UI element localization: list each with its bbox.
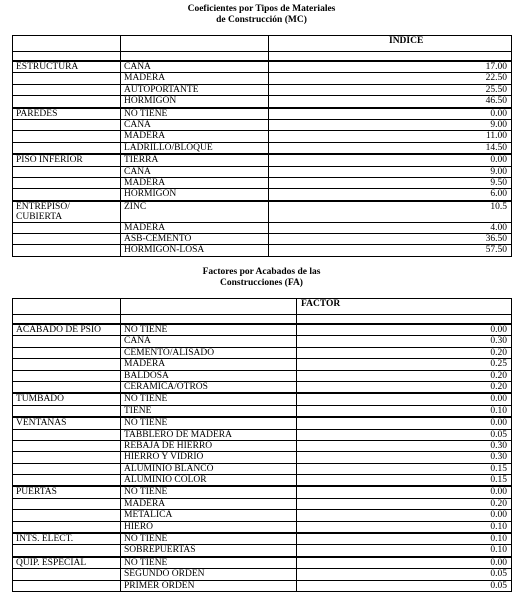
fa-table-row	[13, 498, 512, 509]
fa-item-label: TABBLERO DE MADERA	[121, 429, 297, 440]
fa-table-row	[13, 324, 512, 336]
mc-table-row	[13, 131, 512, 142]
fa-table-row	[13, 569, 512, 580]
fa-item-value: 0.10	[297, 521, 512, 533]
mc-table-row	[13, 61, 512, 73]
mc-item-value: 17.00	[269, 61, 512, 73]
mc-item-label: NO TIENE	[121, 108, 269, 120]
mc-item-value: 6.00	[269, 189, 512, 201]
mc-item-value: 0.00	[269, 154, 512, 166]
fa-item-value: 0.05	[297, 429, 512, 440]
fa-item-label: BALDOSA	[121, 370, 297, 381]
fa-table-row	[13, 393, 512, 405]
fa-item-value: 0.20	[297, 370, 512, 381]
mc-table-row	[13, 166, 512, 177]
mc-item-value: 9.00	[269, 166, 512, 177]
mc-item-value: 0.00	[269, 108, 512, 120]
fa-table-row	[13, 557, 512, 569]
fa-item-value: 0.05	[297, 569, 512, 580]
fa-item-value: 0.00	[297, 393, 512, 405]
mc-group-name: ESTRUCTURA	[13, 61, 121, 73]
fa-item-label: REBAJA DE HIERRO	[121, 440, 297, 451]
fa-table-row	[13, 533, 512, 545]
mc-item-label: HORMIGÓN	[121, 189, 269, 201]
fa-item-label: TIENE	[121, 405, 297, 417]
fa-item-value: 0.20	[297, 498, 512, 509]
fa-header-row	[13, 299, 512, 315]
fa-item-label: NO TIENE	[121, 324, 297, 336]
fa-item-label: NO TIENE	[121, 417, 297, 429]
fa-item-value: 0.30	[297, 336, 512, 347]
mc-header-row	[13, 36, 512, 52]
fa-item-label: PRIMER ORDEN	[121, 580, 297, 591]
fa-table-row	[13, 359, 512, 370]
fa-table-row	[13, 381, 512, 393]
mc-table-row	[13, 222, 512, 233]
mc-item-label: ZINC	[121, 201, 269, 223]
mc-table-row	[13, 73, 512, 84]
fa-item-value: 0.00	[297, 557, 512, 569]
mc-title-line2: de Construcción (MC)	[216, 15, 307, 25]
fa-table-row	[13, 452, 512, 463]
fa-item-label: SOBREPUERTAS	[121, 545, 297, 557]
mc-item-label: AUTOPORTANTE	[121, 84, 269, 95]
fa-table-row	[13, 521, 512, 533]
fa-table-row	[13, 429, 512, 440]
fa-table-row	[13, 463, 512, 474]
mc-table-row	[13, 189, 512, 201]
fa-item-value: 0.20	[297, 347, 512, 358]
mc-item-label: MADERA	[121, 222, 269, 233]
fa-group-name: INTS. ELECT.	[13, 533, 121, 545]
fa-item-label: HIERO	[121, 521, 297, 533]
fa-group-name: VENTANAS	[13, 417, 121, 429]
mc-item-value: 57.50	[269, 245, 512, 256]
mc-item-value: 14.50	[269, 142, 512, 154]
mc-group-name: ENTREPISO/ CUBIERTA	[13, 201, 121, 223]
fa-item-label: CERAMICA/OTROS	[121, 381, 297, 393]
fa-item-label: HIERRO Y VIDRIO	[121, 452, 297, 463]
fa-group-name: TUMBADO	[13, 393, 121, 405]
fa-item-label: ALUMINIO COLOR	[121, 475, 297, 487]
mc-item-label: TIERRA	[121, 154, 269, 166]
mc-item-label: LADRILLO/BLOQUE	[121, 142, 269, 154]
fa-item-value: 0.30	[297, 440, 512, 451]
fa-table-row	[13, 370, 512, 381]
fa-table-row	[13, 510, 512, 521]
fa-group-name: QUIP. ESPECIAL	[13, 557, 121, 569]
mc-table	[12, 35, 512, 257]
mc-table-row	[13, 245, 512, 256]
mc-item-value: 22.50	[269, 73, 512, 84]
mc-item-value: 9.50	[269, 177, 512, 188]
mc-table-row	[13, 96, 512, 108]
fa-group-name: ACABADO DE PSIO	[13, 324, 121, 336]
fa-factor-header: FACTOR	[297, 299, 512, 315]
fa-item-label: ALUMINIO BLANCO	[121, 463, 297, 474]
fa-item-label: MADERA	[121, 359, 297, 370]
mc-item-label: CAÑA	[121, 119, 269, 130]
fa-item-label: NO TIENE	[121, 533, 297, 545]
fa-item-label: MADERA	[121, 498, 297, 509]
fa-item-value: 0.00	[297, 486, 512, 498]
mc-table-row	[13, 201, 512, 223]
fa-item-value: 0.00	[297, 510, 512, 521]
fa-item-value: 0.25	[297, 359, 512, 370]
mc-table-row	[13, 119, 512, 130]
mc-item-label: HORMIGÓN-LOSA	[121, 245, 269, 256]
fa-item-label: CAÑA	[121, 336, 297, 347]
mc-table-row	[13, 177, 512, 188]
fa-item-label: SEGUNDO ORDEN	[121, 569, 297, 580]
fa-item-value: 0.00	[297, 324, 512, 336]
mc-item-value: 11.00	[269, 131, 512, 142]
mc-title	[0, 4, 523, 26]
mc-item-label: ASB-CEMENTO	[121, 234, 269, 245]
fa-table-row	[13, 440, 512, 451]
fa-item-label: NO TIENE	[121, 557, 297, 569]
fa-item-label: CEMENTO/ALISADO	[121, 347, 297, 358]
mc-title-line1: Coeficientes por Tipos de Materiales	[187, 4, 336, 14]
fa-item-value: 0.10	[297, 545, 512, 557]
fa-item-label: METALICA	[121, 510, 297, 521]
fa-title-line1: Factores por Acabados de las	[202, 267, 321, 277]
mc-group-name: PISO INFERIOR	[13, 154, 121, 166]
mc-item-value: 25.50	[269, 84, 512, 95]
fa-title	[0, 267, 523, 289]
fa-item-value: 0.30	[297, 452, 512, 463]
fa-item-value: 0.20	[297, 381, 512, 393]
fa-table-row	[13, 336, 512, 347]
mc-item-label: MADERA	[121, 73, 269, 84]
fa-item-value: 0.00	[297, 417, 512, 429]
mc-group-name: PAREDES	[13, 108, 121, 120]
fa-table-row	[13, 405, 512, 417]
mc-item-label: MADERA	[121, 177, 269, 188]
fa-item-label: NO TIENE	[121, 393, 297, 405]
fa-item-value: 0.15	[297, 475, 512, 487]
mc-item-label: HORMIGÓN	[121, 96, 269, 108]
mc-table-row	[13, 154, 512, 166]
mc-item-value: 4.00	[269, 222, 512, 233]
fa-table-row	[13, 486, 512, 498]
fa-table-row	[13, 475, 512, 487]
fa-item-value: 0.15	[297, 463, 512, 474]
fa-table-row	[13, 545, 512, 557]
mc-item-value: 46.50	[269, 96, 512, 108]
mc-item-value: 9.00	[269, 119, 512, 130]
fa-item-label: NO TIENE	[121, 486, 297, 498]
mc-table-row	[13, 234, 512, 245]
mc-item-value: 10.5	[269, 201, 512, 223]
fa-table	[12, 298, 512, 592]
fa-group-name: PUERTAS	[13, 486, 121, 498]
fa-item-value: 0.05	[297, 580, 512, 591]
fa-title-line2: Construcciones (FA)	[220, 278, 303, 288]
fa-item-value: 0.10	[297, 405, 512, 417]
fa-table-row	[13, 347, 512, 358]
mc-table-row	[13, 108, 512, 120]
mc-index-header: ÍNDICE	[269, 36, 512, 52]
fa-table-row	[13, 580, 512, 591]
mc-item-label: CAÑA	[121, 61, 269, 73]
mc-item-label: CAÑA	[121, 166, 269, 177]
fa-item-value: 0.10	[297, 533, 512, 545]
mc-table-row	[13, 142, 512, 154]
mc-table-row	[13, 84, 512, 95]
mc-item-label: MADERA	[121, 131, 269, 142]
fa-table-row	[13, 417, 512, 429]
mc-item-value: 36.50	[269, 234, 512, 245]
